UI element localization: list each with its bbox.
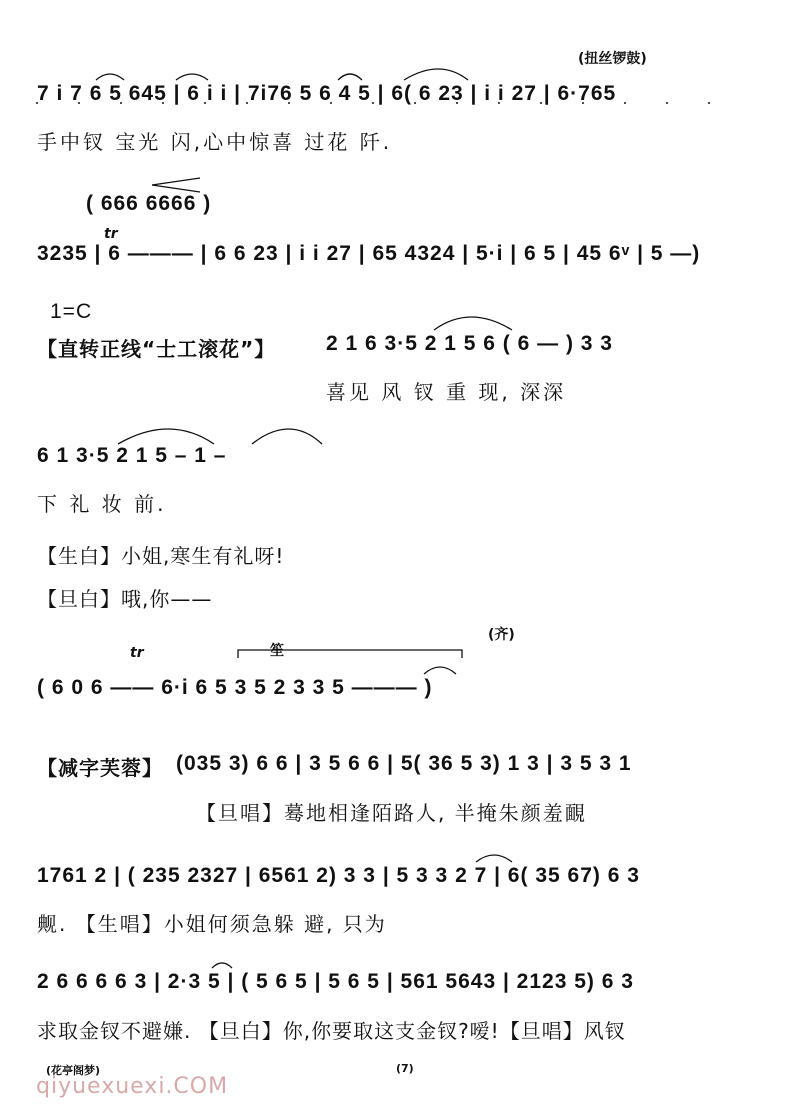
crescendo-line	[152, 185, 200, 192]
sheng-bracket	[238, 650, 462, 658]
slur	[252, 429, 322, 444]
slur	[176, 74, 208, 80]
speech-line-1: 【生白】小姐,寒生有礼呀!	[37, 544, 285, 568]
slur	[404, 69, 468, 80]
notation-row-10: 2 6 6 6 6 3 | 2·3 5 | ( 5 6 5 | 5 6 5 | 561 5643 | 2123 5) 6 3	[37, 970, 634, 993]
sheng-bracket-label: 笙	[270, 643, 284, 659]
key-signature: 1=C	[50, 300, 93, 323]
annotation-gongs: (扭丝锣鼓)	[578, 51, 647, 67]
slur	[96, 74, 124, 80]
page-number: (7)	[396, 1062, 414, 1075]
slur	[338, 74, 362, 80]
footer-source: (花亭阁梦)	[46, 1064, 101, 1077]
lyrics-row-3: 喜见 风 钗 重 现, 深深	[326, 380, 567, 404]
trill-ornament-2: tr	[130, 645, 144, 661]
slur	[476, 855, 512, 862]
slur	[424, 667, 456, 674]
notation-row-2: 3235 | 6 ——— | 6 6 23 | i i 27 | 65 4324 | 5·i | 6 5 | 45 6ᵛ | 5 —)	[37, 242, 701, 265]
notation-row-3: 2 1 6 3·5 2 1 5 6 ( 6 — ) 3 3	[326, 332, 613, 355]
lyrics-row-4: 下 礼 妆 前.	[37, 492, 167, 516]
annotation-row-2: ( 666 6666 )	[86, 192, 212, 215]
lyrics-row-8: 【旦唱】蓦地相逢陌路人, 半掩朱颜羞靦	[196, 801, 587, 825]
notation-row-4: 6 1 3·5 2 1 5 – 1 –	[37, 444, 227, 467]
slur	[434, 317, 512, 330]
trill-ornament: tr	[104, 226, 118, 242]
slur	[212, 963, 232, 968]
watermark: qiyuexuexi.COM	[36, 1074, 229, 1099]
slur	[118, 429, 214, 444]
lyrics-row-1: 手中钗 宝光 闪,心中惊喜 过花 阡.	[37, 130, 393, 154]
speech-line-2: 【旦白】哦,你——	[37, 587, 213, 611]
notation-row-7: ( 6 0 6 —— 6·i 6 5 3 5 2 3 3 5 ——— )	[37, 676, 433, 699]
lyrics-row-9: 觍. 【生唱】小姐何须急躲 避, 只为	[37, 912, 387, 936]
notation-row-1: 7 i 7 6 5 645 | 6 i i | 7i76 5 6 4 5 | 6( 6 23 | i i 27 | 6·765	[37, 82, 617, 105]
crescendo-line	[152, 178, 200, 185]
notation-row-9: 1761 2 | ( 235 2327 | 6561 2) 3 3 | 5 3 3 2 7 | 6( 35 67) 6 3	[37, 864, 640, 887]
lyrics-row-10: 求取金钗不避嫌. 【旦白】你,你要取这支金钗?嗳!【旦唱】风钗	[37, 1019, 626, 1043]
section-label-2: 【减字芙蓉】	[37, 756, 163, 780]
annotation-unison: (齐)	[488, 627, 515, 643]
section-label-1: 【直转正线“士工滚花”】	[37, 337, 276, 361]
notation-row-8: (035 3) 6 6 | 3 5 6 6 | 5( 36 5 3) 1 3 | 3 5 3 1	[176, 752, 632, 775]
